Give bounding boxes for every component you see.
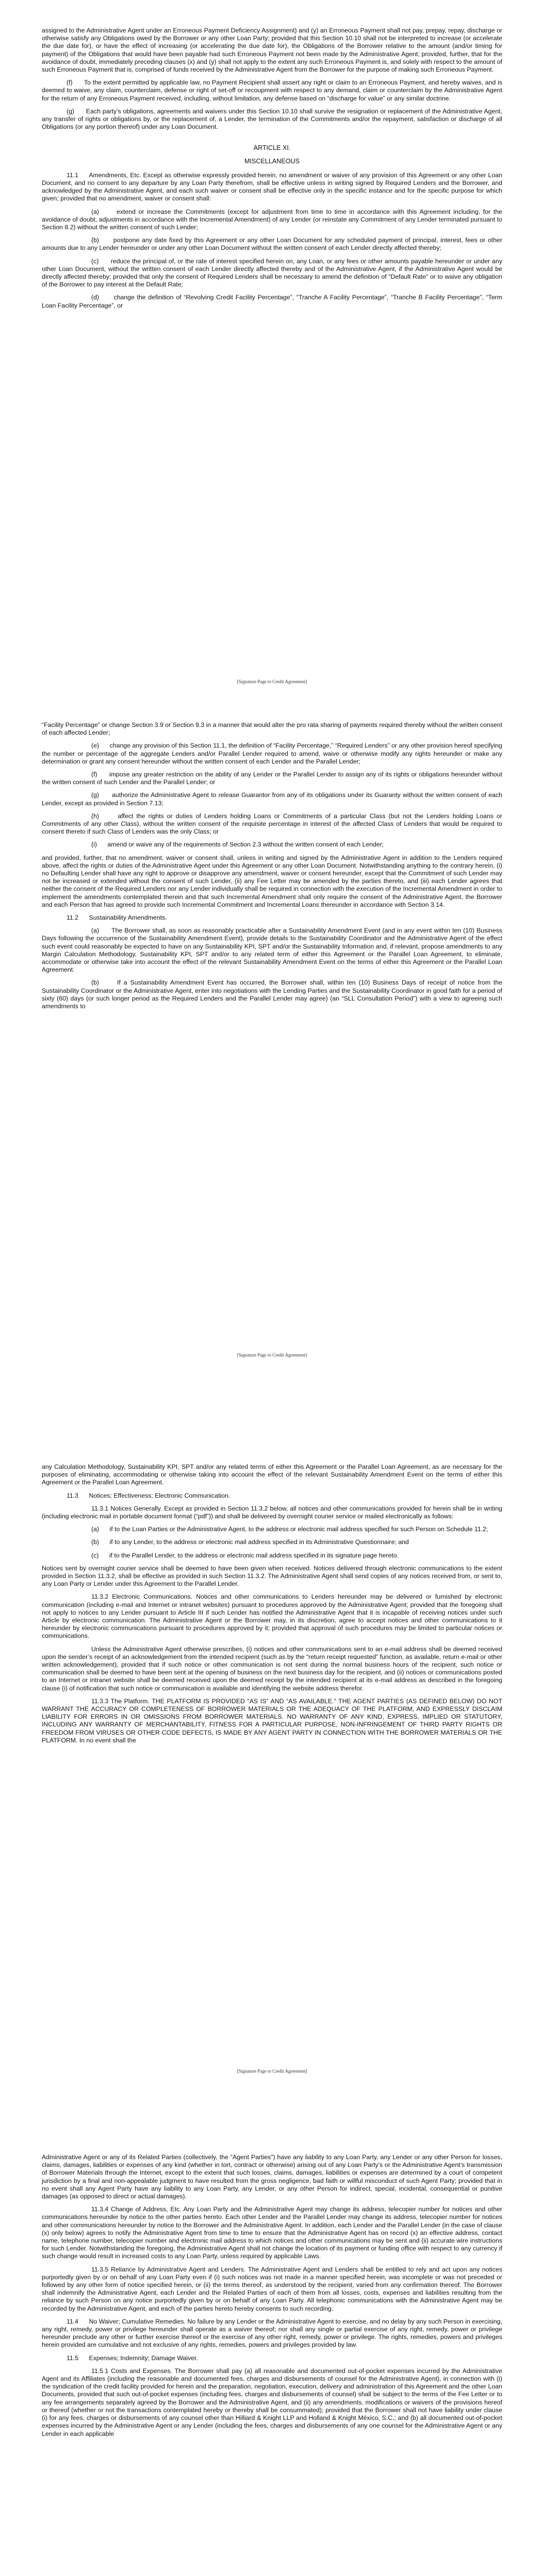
section-11-3-5: 11.3.5 Reliance by Administrative Agent and Lenders. The Administrative Agent and Lenders shall be entitled to rely and act upon any notices purportedly given by or on behalf of any Loan Party even if (i) such notices was not made in a manner specified herein, was incomplete or was not preceded or followed by any other form of notice specified herein, or (ii) the terms thereof, as understood by the recipient, varied from any confirmation thereof. The Borrower shall indemnify the Administrative Agent, each Lender and the Related Parties of each of them from all losses, costs, expenses and liabilities resulting from the reliance by such Person on any notice purportedly given by or on behalf of any Loan Party. All telephonic communications with the Administrative Agent may be recorded by the Administrative Agent, and each of the parties hereto hereby consents to such recording.: [42, 2265, 502, 2312]
section-11-4: 11.4 No Waiver; Cumulative Remedies. No failure by any Lender or the Administrative Agent to exercise, and no delay by any such Person in exercising, any right, remedy, power or privilege hereunder shall operate as a waiver thereof; nor shall any single or partial exercise of any right, remedy, power or privilege hereunder preclude any other or further exercise thereof or the exercise of any other right, remedy, power or privilege. The rights, remedies, powers and privileges herein provided are cumulative and not exclusive of any rights, remedies, powers and privileges provided by law.: [42, 2317, 502, 2349]
clause-f: (f) impose any greater restriction on the ability of any Lender or the Parallel Lender to assign any of its rights or obligations hereunder without the written consent of such Lender and the Parallel Lender; or: [42, 771, 502, 786]
section-11-3-2: 11.3.2 Electronic Communications. Notices and other communications to Lenders hereunder may be delivered or furnished by electronic communication (including e-mail and Internet or intranet websites) pursuant to procedures approved by the Administrative Agent; provided that the foregoing shall not apply to notices to any Lender pursuant to Article III if such Lender has notified the Administrative Agent that it is incapable of receiving notices under such Article by electronic communication. The Administrative Agent or the Borrower may, in its discretion, agree to accept notices and other communications to it hereunder by electronic communications pursuant to procedures approved by it; provided that approval of such procedures may be limited to particular notices or communications.: [42, 1593, 502, 1640]
page-footer: [Signature Page to Credit Agreement]: [237, 2069, 307, 2074]
section-11-3-4: 11.3.4 Change of Address, Etc. Any Loan Party and the Administrative Agent may change its address, telecopier number for notices and other communications hereunder by notice to the other parties hereto. Each other Lender and the Parallel Lender may change its address, telecopier number for notices and other communications hereunder by notice to the Borrower and the Administrative Agent. In addition, each Lender and the Parallel Lender (in the case of clause (x) only below) agrees to notify the Administrative Agent from time to time to ensure that the Administrative Agent has on record (x) an effective address, contact name, telephone number, telecopier number and electronic mail address to which notices and other communications may be sent and (ii) accurate wire instructions for such Lender. Notwithstanding the foregoing, the Administrative Agent shall not change the location of its payment or funding office with respect to any currency if such change would result in increased costs to any Loan Party, unless required by applicable Laws.: [42, 2206, 502, 2260]
paragraph: Notices sent by overnight courier service shall be deemed to have been given when received. Notices delivered through electronic communications to the extent provided in Section 11.3.2, shall be effective as provided in such Section 11.3.2. The Administrative Agent shall send copies of any notices received from, or sent to, any Loan Party or Lender under this Agreement to the Parallel Lender.: [42, 1564, 502, 1588]
section-11-5-1: 11.5.1 Costs and Expenses. The Borrower shall pay (a) all reasonable and documented out-of-pocket expenses incurred by the Administrative Agent and its Affiliates (including the reasonable and documented fees, charges and disbursements of counsel for the Administrative Agent), in connection with (i) the syndication of the credit facility provided for herein and the preparation, negotiation, execution, delivery and administration of this Agreement and the other Loan Documents, provided that such out-of-pocket expenses (including fees, charges and disbursements of counsel) shall be subject to the terms of the Fee Letter or to any fee arrangements separately agreed by the Borrower and the Administrative Agent, and (ii) any amendments, modifications or waivers of the provisions hereof or thereof (whether or not the transactions contemplated hereby or thereby shall be consummated); provided that the Borrower shall not have liability under clause (i) for any fees, charges or disbursements of any counsel other than Hilliard & Knight LLP and Holland & Knight México, S.C.; and (b) all documented out-of-pocket expenses incurred by the Administrative Agent or any Lender (including the fees, charges and disbursements of any one counsel for the Administrative Agent or any Lender in each applicable: [42, 2367, 502, 2437]
page-2: [0, 703, 544, 1406]
page-1-content: [42, 27, 502, 315]
clause-c: (c) reduce the principal of, or the rate of interest specified herein on, any Loan, or any fees or other amounts payable hereunder or under any other Loan Document, without the written consent of each Lender directly affected thereby and of the Administrative Agent, if the Administrative Agent would be directly affected thereby; provided that only the consent of Required Lenders shall be necessary to amend the definition of “Default Rate” or to waive any obligation of the Borrower to pay interest at the Default Rate;: [42, 257, 502, 289]
section-11-3-3: 11.3.3 The Platform. THE PLATFORM IS PROVIDED “AS IS” AND “AS AVAILABLE.” THE AGENT PARTIES (AS DEFINED BELOW) DO NOT WARRANT THE ACCURACY OR COMPLETENESS OF BORROWER MATERIALS OR THE ADEQUACY OF THE PLATFORM, AND EXPRESSLY DISCLAIM LIABILITY FOR ERRORS IN OR OMISSIONS FROM BORROWER MATERIALS. NO WARRANTY OF ANY KIND, EXPRESS, IMPLIED OR STATUTORY, INCLUDING ANY WARRANTY OF MERCHANTABILITY, FITNESS FOR A PARTICULAR PURPOSE, NON-INFRINGEMENT OF THIRD PARTY RIGHTS OR FREEDOM FROM VIRUSES OR OTHER CODE DEFECTS, IS MADE BY ANY AGENT PARTY IN CONNECTION WITH THE BORROWER MATERIALS OR THE PLATFORM. In no event shall the: [42, 1697, 502, 1744]
clause-e: (e) change any provision of this Section 11.1, the definition of “Facility Percentage,” “Required Lenders” or any other provision hereof specifying the number or percentage of the aggregate Lenders and/or Parallel Lender required to amend, waive or otherwise modify any rights hereunder or make any determination or grant any consent hereunder without the written consent of each Lender and the Parallel Lender;: [42, 742, 502, 765]
paragraph: (f) To the extent permitted by applicable law, no Payment Recipient shall assert any right or claim to an Erroneous Payment, and hereby waives, and is deemed to waive, any claim, counterclaim, defense or right of set-off or recoupment with respect to any demand, claim or counterclaim by the Administrative Agent for the return of any Erroneous Payment received, including, without limitation, any defense based on “discharge for value” or any similar doctrine.: [42, 79, 502, 102]
clause-b: (b) postpone any date fixed by this Agreement or any other Loan Document for any scheduled payment of principal, interest, fees or other amounts due to any Lender hereunder or under any other Loan Document without the written consent of each Lender directly affected thereby;: [42, 236, 502, 252]
page-3-content: [42, 1463, 502, 1750]
clause-b: (b) If a Sustainability Amendment Event has occurred, the Borrower shall, within ten (10) Business Days of receipt of notice from the Sustainability Coordinator or the Administrative Agent, enter into negotiations with the Lending Parties and the Sustainability Coordinator in good faith for a period of sixty (60) days (or such longer period as the Required Lenders and the Parallel Lender may agree) (an “SLL Consultation Period”) with a view to agreeing such amendments to: [42, 979, 502, 1010]
page-4: [0, 2110, 544, 2576]
page-3: [0, 1406, 544, 2110]
section-11-5: 11.5 Expenses; Indemnity; Damage Waiver.: [67, 2354, 198, 2362]
page-2-content: [42, 721, 502, 1015]
page-1: [0, 0, 544, 703]
page-footer: [Signature Page to Credit Agreement]: [237, 1352, 307, 1358]
clause-i: (i) amend or waive any of the requirements of Section 2.3 without the written consent of each Lender;: [91, 841, 384, 849]
page-4-content: [42, 2154, 502, 2443]
section-11-3: 11.3 Notices; Effectiveness; Electronic Communication.: [67, 1492, 230, 1499]
clause-c: (c) if to the Parallel Lender, to the address or electronic mail address specified in its signature page hereto.: [91, 1551, 399, 1559]
paragraph: (g) Each party’s obligations, agreements and waivers under this Section 10.10 shall survive the resignation or replacement of the Administrative Agent, any transfer of rights or obligations by, or the replacement of, a Lender, the termination of the Commitments and/or the repayment, satisfaction or discharge of all Obligations (or any portion thereof) under any Loan Document.: [42, 107, 502, 131]
clause-a: (a) The Borrower shall, as soon as reasonably practicable after a Sustainability Amendment Event (and in any event within ten (10) Business Days following the occurrence of the Sustainability Amendment Event), provide details to the Sustainability Coordinator and the Administrative Agent of the effect such event could reasonably be expected to have on any Sustainability KPI, SPT and/or the Sustainability Information and, if relevant, propose amendments to any Margin Calculation Methodology, Sustainability KPI, SPT and/or to any related term of either this Agreement or the Parallel Loan Agreement, to eliminate, accommodate or otherwise take into account the effect of the relevant Sustainability Amendment Event on the terms of either this Agreement or the Parallel Loan Agreement.: [42, 927, 502, 974]
section-11-1: 11.1 Amendments, Etc. Except as otherwise expressly provided herein, no amendment or waiver of any provision of this Agreement or any other Loan Document, and no consent to any departure by any Loan Party therefrom, shall be effective unless in writing signed by Required Lenders and the Borrower, and acknowledged by the Administrative Agent, and each such waiver or consent shall be effective only in the specific instance and for the specific purpose for which given; provided that no amendment, waiver or consent shall:: [42, 171, 502, 202]
clause-a: (a) extend or increase the Commitments (except for adjustment from time to time in accordance with this Agreement including, for the avoidance of doubt, adjustments in accordance with the Incremental Amendment) of any Lender (or reinstate any Commitment of any Lender terminated pursuant to Section 8.2) without the written consent of such Lender;: [42, 208, 502, 231]
paragraph: Administrative Agent or any of its Related Parties (collectively, the “Agent Parties”) have any liability to any Loan Party, any Lender or any other Person for losses, claims, damages, liabilities or expenses of any kind (whether in tort, contract or otherwise) arising out of any Loan Party’s or the Administrative Agent’s transmission of Borrower Materials through the Internet, except to the extent that such losses, claims, damages, liabilities or expenses are determined by a court of competent jurisdiction by a final and non-appealable judgment to have resulted from the gross negligence, bad faith or willful misconduct of such Agent Party; provided that in no event shall any Agent Party have any liability to any Loan Party, any Lender, or any other Person for indirect, special, incidental, consequential or punitive damages (as opposed to direct or actual damages).: [42, 2154, 502, 2200]
article-title: ARTICLE XI.: [253, 144, 291, 152]
clause-d: (d) change the definition of “Revolving Credit Facility Percentage”, “Tranche A Facility Percentage”, “Tranche B Facility Percentage”, “Term Loan Facility Percentage”, or: [42, 294, 502, 309]
paragraph: any Calculation Methodology, Sustainability KPI, SPT and/or any related terms of either this Agreement or the Parallel Loan Agreement, as are necessary for the purposes of eliminating, accommodating or otherwise taking into account the effect of the relevant Sustainability Amendment Event on the terms of either this Agreement or the Parallel Loan Agreement.: [42, 1463, 502, 1486]
clause-g: (g) authorize the Administrative Agent to release Guarantor from any of its obligations under its Guaranty without the written consent of each Lender, except as provided in Section 7.13;: [42, 791, 502, 807]
paragraph: and provided, further, that no amendment, waiver or consent shall, unless in writing and signed by the Administrative Agent in addition to the Lenders required above, affect the rights or duties of the Administrative Agent under this Agreement or any other Loan Document. Notwithstanding anything to the contrary herein, (i) no Defaulting Lender shall have any right to approve or disapprove any amendment, waiver or consent hereunder, except that the Commitment of such Lender may not be increased or extended without the consent of such Lender, (ii) any Fee Letter may be amended by the parties thereto, and (iii) each Lender agrees that neither the consent of the Required Lenders nor any Lender individually shall be required in connection with the execution of the Incremental Amendment in order to implement the amendments contemplated therein and that such Incremental Amendment shall only require the consent of the Administrative Agent, the Borrower and each Person that has agreed to provide such Incremental Commitment and Incremental Loans thereunder in accordance with Section 3.14.: [42, 854, 502, 908]
paragraph: Unless the Administrative Agent otherwise prescribes, (i) notices and other communications sent to an e-mail address shall be deemed received upon the sender’s receipt of an acknowledgement from the intended recipient (such as by the “return receipt requested” function, as available, return e-mail or other written acknowledgement), provided that if such notice or other communication is not sent during the normal business hours of the recipient, such notice or communication shall be deemed to have been sent at the opening of business on the next business day for the recipient, and (ii) notices or communications posted to an Internet or intranet website shall be deemed received upon the deemed receipt by the intended recipient at its e-mail address as described in the foregoing clause (i) of notification that such notice or communication is available and identifying the website address therefor.: [42, 1645, 502, 1692]
page-footer: [Signature Page to Credit Agreement]: [237, 679, 307, 684]
clause-b: (b) if to any Lender, to the address or electronic mail address specified in its Administrative Questionnaire; and: [91, 1538, 409, 1546]
article-subtitle: MISCELLANEOUS: [244, 157, 300, 165]
section-11-3-1: 11.3.1 Notices Generally. Except as provided in Section 11.3.2 below, all notices and other communications provided for herein shall be in writing (including electronic mail in portable document format (“pdf”)) and shall be delivered by overnight courier service or mailed electronically as follows:: [42, 1504, 502, 1520]
clause-a: (a) if to the Loan Parties or the Administrative Agent, to the address or electronic mail address specified for such Person on Schedule 11.2;: [91, 1526, 488, 1533]
paragraph: assigned to the Administrative Agent under an Erroneous Payment Deficiency Assignment) and (y) an Erroneous Payment shall not pay, prepay, repay, discharge or otherwise satisfy any Obligations owed by the Borrower or any other Loan Party; provided that this Section 10.10 shall not be interpreted to increase (or accelerate the due date for), or have the effect of increasing (or accelerating the due date for), the Obligations of the Borrower relative to the amount (and/or timing for payment) of the Obligations that would have been payable had such Erroneous Payment not been made by the Administrative Agent; provided, further, that for the avoidance of doubt, immediately preceding clauses (x) and (y) shall not apply to the extent any such Erroneous Payment is, and solely with respect to the amount of such Erroneous Payment that is, comprised of funds received by the Administrative Agent from the Borrower for the purpose of making such Erroneous Payment.: [42, 27, 502, 74]
section-11-2: 11.2 Sustainability Amendments.: [67, 914, 167, 922]
paragraph: “Facility Percentage” or change Section 3.9 or Section 9.3 in a manner that would alter the pro rata sharing of payments required thereby without the written consent of each affected Lender;: [42, 721, 502, 737]
clause-h: (h) affect the rights or duties of Lenders holding Loans or Commitments of a particular Class (but not the Lenders holding Loans or Commitments of any other Class), without the written consent of the requisite percentage in interest of the affected Class of Lenders that would be required to consent thereto if such Class of Lenders was the only Class; or: [42, 812, 502, 836]
